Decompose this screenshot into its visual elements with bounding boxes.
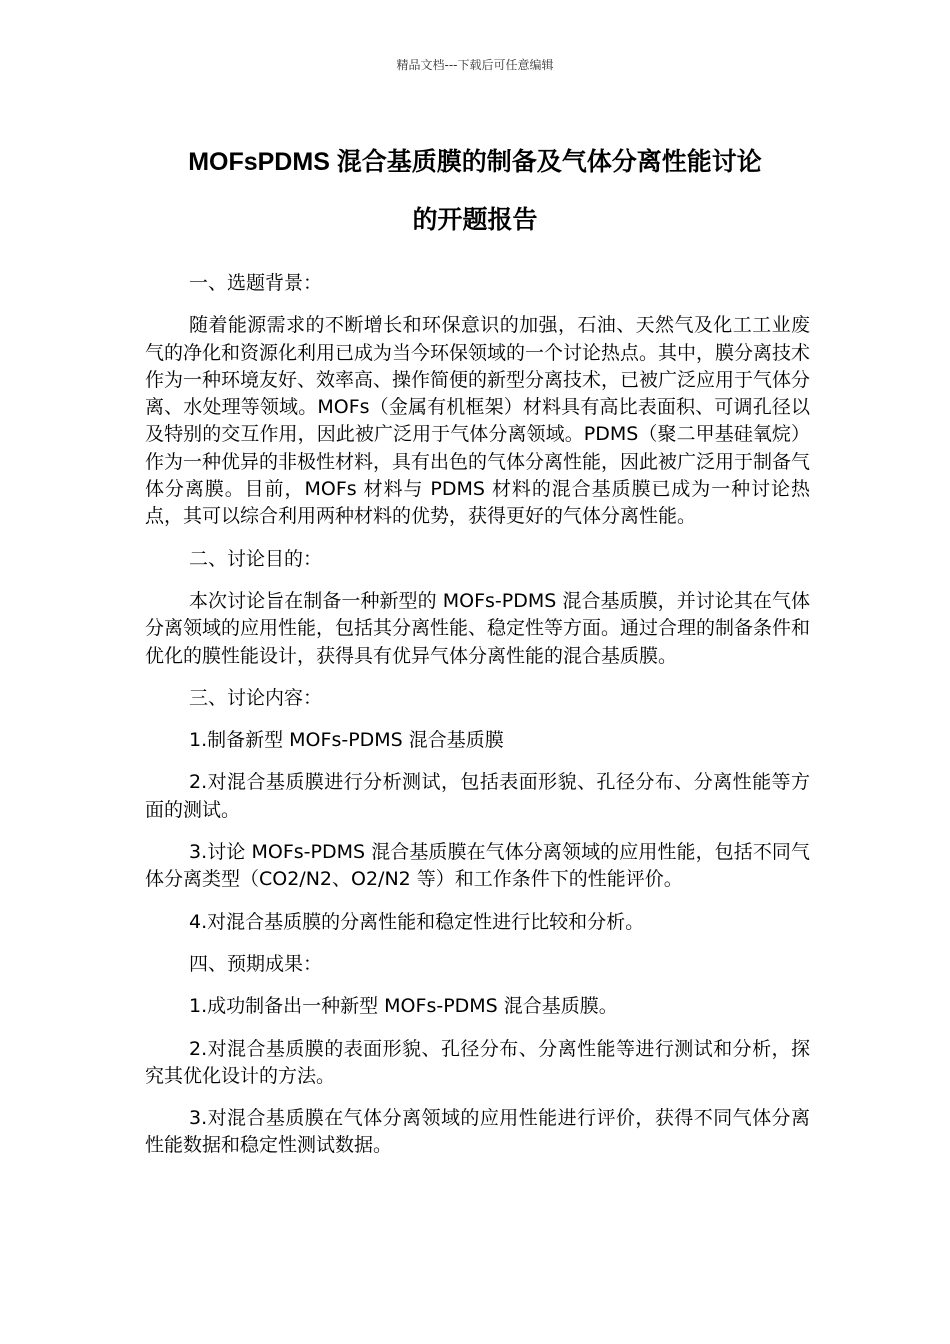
document-title — [120, 133, 830, 249]
content-item-1: 1.制备新型 MOFs-PDMS 混合基质膜 — [189, 729, 504, 752]
section-heading-background: 一、选题背景： — [189, 272, 323, 294]
content-item-4: 4.对混合基质膜的分离性能和稳定性进行比较和分析。 — [189, 910, 645, 933]
title-line-2: 的开题报告 — [412, 206, 538, 234]
page-header: 精品文档---下载后可任意编辑 — [396, 58, 554, 72]
document-body — [145, 270, 810, 1175]
background-paragraph: 随着能源需求的不断增长和环保意识的加强，石油、天然气及化工工业废气的净化和资源化利用已成为当今环保领域的一个讨论热点。其中，膜分离技术作为一种环境友好、效率高、操作简便的新型分离技术，已被广泛应用于气体分离、水处理等领域。MOFs（金属有机框架）材料具有高比表面积、可调孔径以及特别的交互作用，因此被广泛用于气体分离领域。PDMS（聚二甲基硅氧烷）作为一种优异的非极性材料，具有出色的气体分离性能，因此被广泛用于制备气体分离膜。目前，MOFs 材料与 PDMS 材料的混合基质膜已成为一种讨论热点，其可以综合利用两种材料的优势，获得更好的气体分离性能。 — [145, 314, 811, 528]
outcome-item-2: 2.对混合基质膜的表面形貌、孔径分布、分离性能等进行测试和分析，探究其优化设计的方法。 — [145, 1037, 810, 1087]
title-line-1: MOFsPDMS 混合基质膜的制备及气体分离性能讨论 — [188, 148, 762, 176]
content-item-3: 3.讨论 MOFs-PDMS 混合基质膜在气体分离领域的应用性能，包括不同气体分离类型（CO2/N2、O2/N2 等）和工作条件下的性能评价。 — [145, 841, 810, 891]
section-heading-content: 三、讨论内容： — [189, 686, 323, 709]
purpose-paragraph: 本次讨论旨在制备一种新型的 MOFs-PDMS 混合基质膜，并讨论其在气体分离领域的应用性能，包括其分离性能、稳定性等方面。通过合理的制备条件和优化的膜性能设计，获得具有优异气体分离性能的混合基质膜。 — [145, 589, 811, 667]
outcome-item-1: 1.成功制备出一种新型 MOFs-PDMS 混合基质膜。 — [189, 995, 618, 1018]
section-heading-outcomes: 四、预期成果： — [189, 952, 323, 975]
section-heading-purpose: 二、讨论目的： — [189, 547, 323, 570]
content-item-2: 2.对混合基质膜进行分析测试，包括表面形貌、孔径分布、分离性能等方面的测试。 — [145, 771, 810, 821]
outcome-item-3: 3.对混合基质膜在气体分离领域的应用性能进行评价，获得不同气体分离性能数据和稳定性测试数据。 — [145, 1107, 810, 1157]
